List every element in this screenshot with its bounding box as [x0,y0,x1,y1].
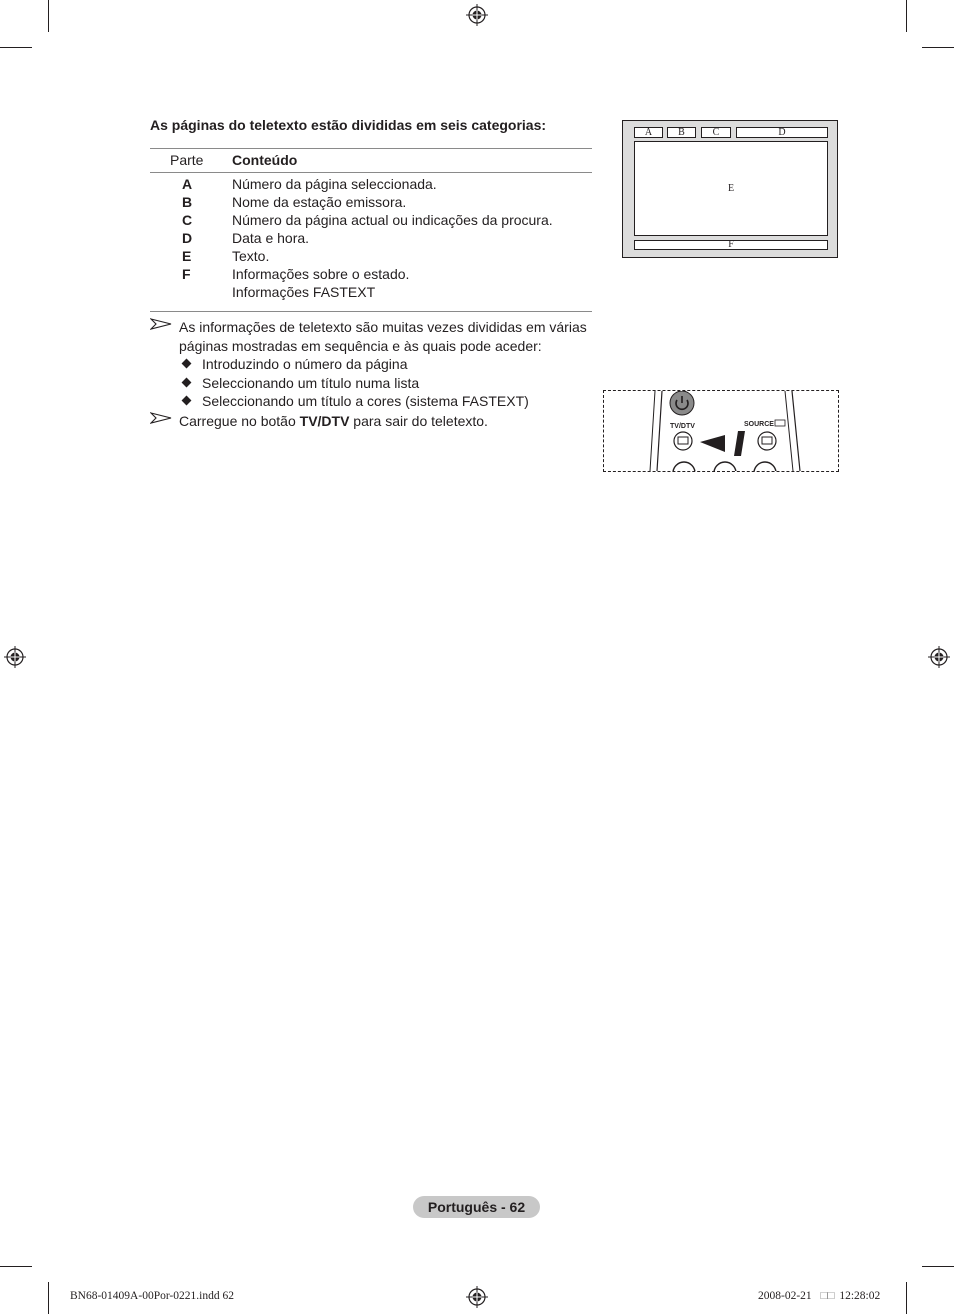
remote-control-illustration [603,390,839,472]
number-button-icon [754,462,776,471]
footer-file-name: BN68-01409A-00Por-0221.indd 62 [70,1290,234,1302]
source-label: SOURCE [744,421,774,428]
table-row [150,248,592,266]
table-row [150,266,592,284]
crop-mark [906,0,907,32]
bullet-text: Introduzindo o número da página [202,356,408,372]
table-bottom-rule [150,311,592,312]
row-value: Número da página seleccionada. [232,176,437,192]
crop-mark [922,1266,954,1267]
diamond-bullet-icon [182,377,192,387]
table-header-rule [150,172,592,173]
crop-mark [0,47,32,48]
footer-date-text: 2008-02-21 [758,1290,812,1302]
table-row [150,176,592,194]
note-text-suffix: para sair do teletexto. [349,412,488,429]
row-key: F [182,266,191,282]
note-arrow-icon [150,318,172,330]
crop-mark [48,1282,49,1314]
footer-glyphs: □□ [820,1290,835,1302]
button-name: TV/DTV [299,412,350,429]
row-key: C [182,212,193,228]
diamond-bullet-icon [182,396,192,406]
tv-dtv-button-icon [674,432,692,450]
crop-mark [922,47,954,48]
list-item [179,392,590,411]
registration-mark-icon [928,646,950,668]
page-number-label: Português - 62 [413,1196,540,1218]
diagram-label-d: D [736,127,828,138]
registration-mark-icon [466,4,488,26]
table-top-rule [150,148,592,149]
note-text: As informações de teletexto são muitas vezes divididas em várias páginas mostradas em sequência e às quais pode aceder: [179,319,587,354]
row-value: Texto. [232,248,270,264]
number-button-icon [673,462,695,471]
section-heading: As páginas do teletexto estão divididas em seis categorias: [150,117,547,133]
crop-mark [0,1266,32,1267]
bullet-text: Seleccionando um título a cores (sistema FASTEXT) [202,393,529,409]
row-key: E [182,248,192,264]
bullet-list [179,355,590,411]
row-key: D [182,230,193,246]
pointer-bar-icon [734,431,745,456]
row-key: A [182,176,193,192]
power-button-icon [670,391,694,415]
footer-time: 12:28:02 [839,1290,881,1302]
row-value: Data e hora. [232,230,310,246]
note-item [150,318,590,411]
bullet-text: Seleccionando um título numa lista [202,374,420,391]
row-value: Informações sobre o estado. [232,266,410,282]
registration-mark-icon [4,646,26,668]
crop-mark [48,0,49,32]
list-item [179,374,590,393]
note-item [150,412,590,431]
diagram-label-b: B [667,127,696,138]
number-button-icon [714,462,736,471]
registration-mark-icon [466,1286,488,1308]
table-row [150,212,592,230]
teletext-screen-diagram [622,120,838,258]
row-key: B [182,194,193,210]
note-arrow-icon [150,412,172,424]
header-content: Conteúdo [232,152,298,168]
row-value: Número da página actual ou indicações da procura. [232,212,553,228]
diagram-label-e: E [634,141,828,236]
row-value: Nome da estação emissora. [232,194,407,210]
notes-block [150,318,590,430]
footer-date [758,1290,880,1302]
source-small-icon [775,420,785,426]
remote-drawing [604,391,838,471]
diagram-label-f: F [634,240,828,250]
diagram-label-c: C [701,127,731,138]
diamond-bullet-icon [182,359,192,369]
tv-dtv-label: TV/DTV [670,423,695,430]
table-row [150,230,592,248]
header-part: Parte [170,152,204,168]
table-row [150,194,592,212]
diagram-label-a: A [634,127,663,138]
source-button-icon [758,432,776,450]
crop-mark [906,1282,907,1314]
pointer-arrow-icon [700,435,725,452]
list-item [179,355,590,374]
note-text-prefix: Carregue no botão [179,412,300,429]
table-row [150,284,592,302]
row-value: Informações FASTEXT [232,284,376,300]
